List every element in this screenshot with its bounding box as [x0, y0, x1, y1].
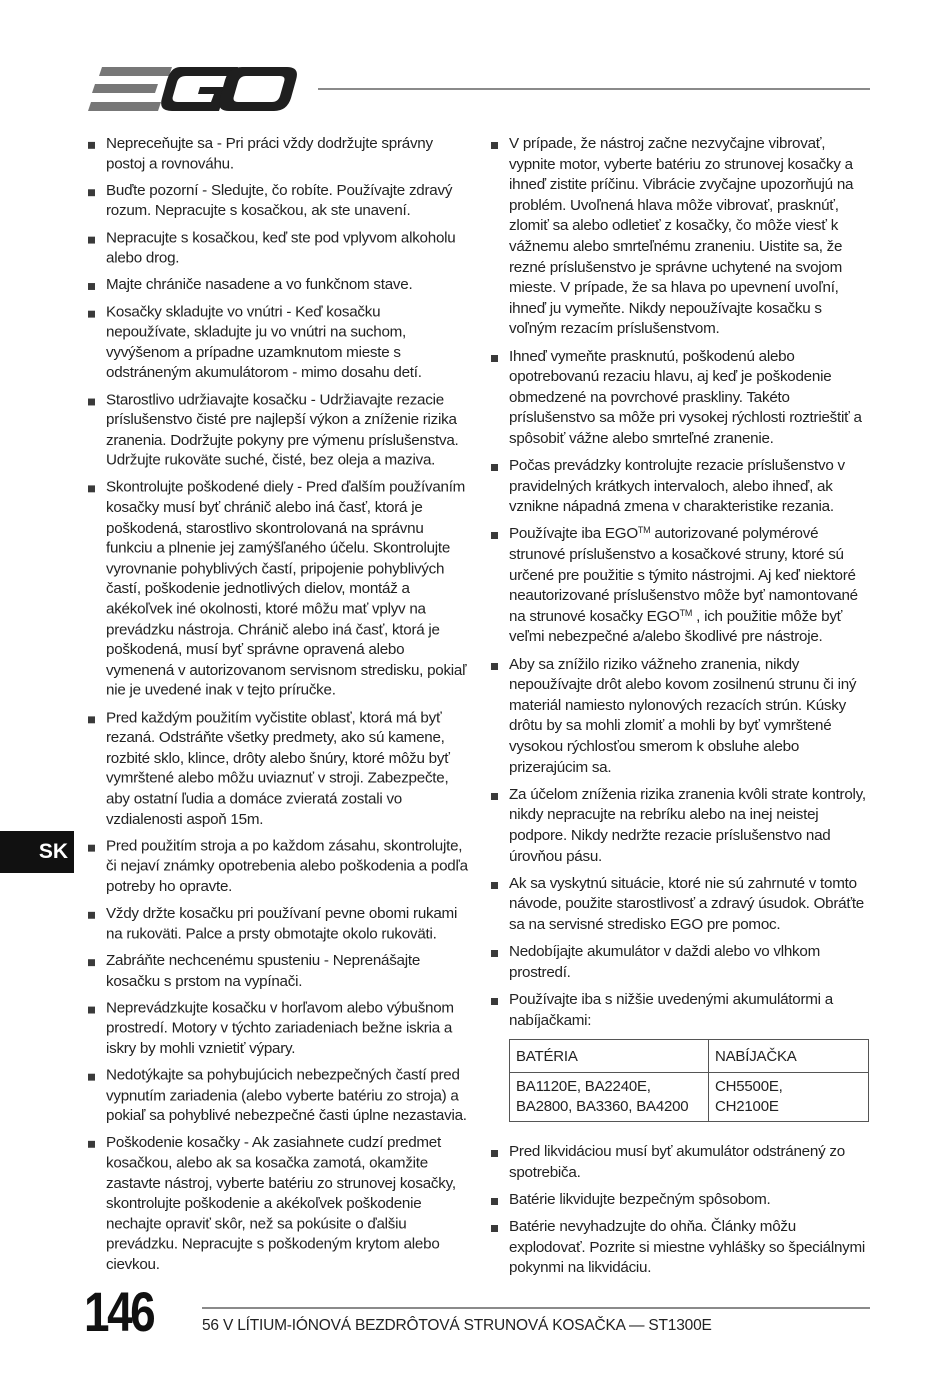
list-item: Zabráňte nechcenému spusteniu - Neprenášajte kosačku s prstom na vypínači. [88, 951, 468, 992]
list-item: Za účelom zníženia rizika zranenia kvôli strate kontroly, nikdy nepracujte na rebríku alebo na inej neistej podpore. Nikdy nedržte rezacie príslušenstvo nad úrovňou pásu. [491, 785, 873, 867]
footer-rule [202, 1307, 870, 1309]
battery-column-header: BATÉRIA [510, 1040, 709, 1073]
list-item: Nedobíjajte akumulátor v daždi alebo vo vlhkom prostredí. [491, 942, 873, 983]
list-item: Poškodenie kosačky - Ak zasiahnete cudzí predmet kosačkou, alebo ak sa kosačka zamotá, okamžite zastavte nástroj, vyberte batériu zo strunovej kosačky, skontrolujte poškodenie a akékoľvek poškodenie nechajte opraviť skôr, než sa pokúsite o ďalšiu prevádzku. Nepracujte s poškodeným krytom alebo cievkou. [88, 1133, 468, 1275]
list-item: Buďte pozorní - Sledujte, čo robíte. Používajte zdravý rozum. Nepracujte s kosačkou, ak ste unavení. [88, 181, 468, 222]
list-item: Nepreceňujte sa - Pri práci vždy dodržujte správny postoj a rovnováhu. [88, 134, 468, 175]
list-item: Počas prevádzky kontrolujte rezacie príslušenstvo v pravidelných krátkych intervaloch, alebo ihneď, ak vznikne nápadná zmena v charakteristike rezania. [491, 456, 873, 518]
ego-logo [88, 66, 298, 112]
list-item: Majte chrániče nasadene a vo funkčnom stave. [88, 275, 468, 295]
list-item: Pred likvidáciou musí byť akumulátor odstránený zo spotrebiča. [491, 1142, 873, 1183]
list-item: Kosačky skladujte vo vnútri - Keď kosačku nepoužívate, skladujte ju vo vnútri na suchom, vyvýšenom a prípadne uzamknutom mieste s odstráneným akumulátorom - mimo dosahu detí. [88, 302, 468, 383]
list-item: Batérie nevyhadzujte do ohňa. Články môžu explodovať. Pozrite si miestne vyhlášky so špeciálnymi pokynmi na likvidáciu. [491, 1217, 873, 1279]
language-tab: SK [0, 831, 74, 873]
logo-letter-e [88, 67, 172, 111]
logo-letter-o [219, 67, 297, 111]
header-rule [318, 88, 870, 90]
list-item: Nepracujte s kosačkou, keď ste pod vplyvom alkoholu alebo drog. [88, 228, 468, 269]
right-column [491, 134, 873, 1285]
list-item: Používajte iba s nižšie uvedenými akumulátormi a nabíjačkami: [491, 990, 873, 1031]
list-item: Ihneď vymeňte prasknutú, poškodenú alebo opotrebovanú rezaciu hlavu, aj keď je poškodenie obmedzené na povrchové praskliny. Takéto príslušenstvo sa môže pri vysokej rýchlosti roztrieštiť a spôsobiť vážne alebo smrteľné zranenie. [491, 347, 873, 450]
list-item: Ak sa vyskytnú situácie, ktoré nie sú zahrnuté v tomto návode, použite starostlivosť a zdravý úsudok. Obráťte sa na servisné stredisko EGO pre pomoc. [491, 874, 873, 936]
list-item: Batérie likvidujte bezpečným spôsobom. [491, 1190, 873, 1211]
charger-column-header: NABÍJAČKA [709, 1040, 869, 1073]
list-item: V prípade, že nástroj začne nezvyčajne vibrovať, vypnite motor, vyberte batériu zo strunovej kosačky a ihneď zistite príčinu. Vibrácie zvyčajne upozorňujú na problém. Uvoľnená hlava môže vibrovať, prasknúť, zlomiť sa alebo odletieť z kosačky, čo môže viesť k vážnemu alebo smrteľnému zraneniu. Uistite sa, že rezné príslušenstvo je správne uchytené na svojom mieste. V prípade, že sa hlava po upevnení uvoľní, ihneď ju vymeňte. Nikdy nepoužívajte kosačku s voľným rezacím príslušenstvom. [491, 134, 873, 340]
battery-models-cell: BA1120E, BA2240E, BA2800, BA3360, BA4200 [510, 1073, 709, 1122]
right-disposal-list [491, 1142, 873, 1279]
list-item: Starostlivo udržiavajte kosačku - Udržiavajte rezacie príslušenstvo čisté pre najlepší výkon a zníženie rizika zranenia. Dodržujte pokyny pre výmenu príslušenstva. Udržujte rukoväte suché, čisté, bez oleja a maziva. [88, 390, 468, 471]
list-item: Neprevádzkujte kosačku v horľavom alebo výbušnom prostredí. Motory v týchto zariadeniach bežne iskria a iskry by mohli vznietiť výpary. [88, 998, 468, 1059]
list-item: Pred každým použitím vyčistite oblasť, ktorá má byť rezaná. Odstráňte všetky predmety, ako sú kamene, rozbité sklo, klince, drôty alebo šnúry, ktoré môžu byť vymrštené alebo môžu uviaznuť v stroji. Zabezpečte, aby ostatní ľudia a domáce zvieratá zostali vo vzdialenosti aspoň 15m. [88, 708, 468, 830]
right-safety-list [491, 134, 873, 1031]
charger-models-cell: CH5500E, CH2100E [709, 1073, 869, 1122]
battery-charger-table [509, 1039, 869, 1122]
list-item: Skontrolujte poškodené diely - Pred ďalším používaním kosačky musí byť chránič alebo iná časť, ktorá je poškodená, starostlivo skontrolovaná na správnu funkciu a plnenie jej zamýšľaného účelu. Skontrolujte vyrovnanie pohyblivých častí, pripojenie pohyblivých častí, poškodenie jednotlivých dielov, montáž a akékoľvek iné okolnosti, ktoré môžu mať vplyv na prevádzku nástroja. Chránič alebo iná časť, ktorá je poškodená, musí byť správne opravená alebo vymenená v autorizovanom servisnom stredisku, pokiaľ nie je uvedené inak v tejto príručke. [88, 478, 468, 702]
footer-title: 56 V LÍTIUM-IÓNOVÁ BEZDRÔTOVÁ STRUNOVÁ KOSAČKA — ST1300E [202, 1317, 712, 1334]
page-number: 146 [84, 1280, 154, 1343]
left-safety-list [88, 134, 468, 1276]
list-item: Vždy držte kosačku pri používaní pevne obomi rukami na rukoväti. Palce a prsty obmotajte okolo rukoväti. [88, 904, 468, 945]
left-column [88, 134, 468, 1282]
table-header-row [510, 1040, 869, 1073]
trademark-sup: TM [679, 607, 693, 618]
list-item: Používajte iba EGO™ autorizované polymérové strunové príslušenstvo a kosačkové struny, ktoré sú určené pre použitie s týmito nástrojmi. Aj keď niektoré neautorizované príslušenstvo môže byť namontované na strunové kosačky EGO™ , ich použitie môže byť veľmi nebezpečné a/alebo škodlivé pre nástroje. [491, 524, 873, 648]
trademark-sup: TM [637, 525, 651, 536]
list-item: Pred použitím stroja a po každom zásahu, skontrolujte, či nejaví známky opotrebenia alebo poškodenia a podľa potreby ho opravte. [88, 837, 468, 898]
list-item: Aby sa znížilo riziko vážneho zranenia, nikdy nepoužívajte drôt alebo kovom zosilnenú strunu či iný materiál namiesto nylonových rezacích strún. Kúsky drôtu by sa mohli zlomiť a mohli by byť vymrštené vysokou rýchlosťou smerom k obsluhe alebo prizerajúcim sa. [491, 655, 873, 779]
list-item: Nedotýkajte sa pohybujúcich nebezpečných častí pred vypnutím zariadenia (alebo vyberte batériu zo stroja) a pokiaľ sa pohyblivé nebezpečné časti úplne nezastavia. [88, 1066, 468, 1127]
table-row [510, 1073, 869, 1122]
